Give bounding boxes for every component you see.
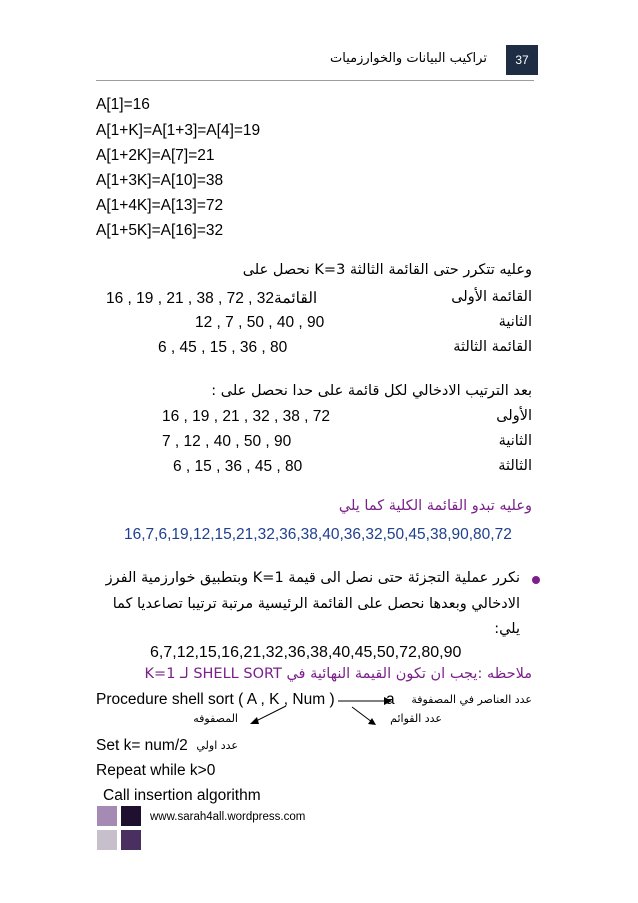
list-label-third: القائمة الثالثة (453, 339, 532, 355)
annotation-elements: عدد العناصر في المصفوفة (411, 693, 532, 706)
list-values-first: 16 , 19 , 21 , 38 , 72 , 32القائمة (106, 290, 318, 307)
footer-url[interactable]: www.sarah4all.wordpress.com (150, 811, 306, 823)
footer-square-1 (97, 806, 117, 826)
arrow-array-line (254, 706, 286, 722)
bullet-line-2: الادخالي وبعدها نحصل على القائمة الرئيسية مرتبة ترتيبا تصاعديا كما (112, 596, 520, 612)
code-line-3: A[1+2K]=A[7]=21 (96, 147, 215, 164)
code-line-6: A[1+5K]=A[16]=32 (96, 222, 224, 239)
shell-sort-note: ملاحظه :يجب ان تكون القيمة النهائية في SHELL SORT لـ K=1 (144, 666, 532, 682)
footer-square-2 (121, 806, 141, 826)
full-list-intro: وعليه تبدو القائمة الكلية كما يلي (338, 498, 532, 514)
annotation-lists: عدد القوائم (390, 712, 442, 725)
annotation-array: المصفوفه (193, 712, 238, 725)
running-title: تراكيب البيانات والخوارزميات (330, 51, 487, 66)
bullet-line-3: يلي: (494, 621, 520, 637)
page-number: 37 (515, 53, 529, 67)
list-label-second: الثانية (498, 314, 532, 330)
code-line-2: A[1+K]=A[1+3]=A[4]=19 (96, 122, 261, 139)
sorted-label-third: الثالثة (498, 458, 532, 474)
annotation-initial: عدد اولي (196, 739, 238, 752)
sorted-values-first: 16 , 19 , 21 , 32 , 38 , 72 (162, 408, 331, 425)
procedure-signature: Procedure shell sort ( A , K , Num ) (96, 691, 335, 708)
list-values-third: 6 , 45 , 15 , 36 , 80 (158, 339, 288, 356)
sorted-values-second: 7 , 12 , 40 , 50 , 90 (162, 433, 292, 450)
code-call: Call insertion algorithm (103, 787, 261, 804)
code-repeat: Repeat while k>0 (96, 762, 216, 779)
arrow-k-head (368, 718, 376, 725)
code-line-4: A[1+3K]=A[10]=38 (96, 172, 224, 189)
sorted-label-second: الثانية (498, 433, 532, 449)
arrow-array-head (250, 717, 259, 724)
arrow-array (240, 704, 290, 728)
bullet-line-1: نكرر عملية التجزئة حتى نصل الى قيمة K=1 وبتطبيق خوارزمية الفرز (105, 570, 520, 586)
a-label: a (386, 691, 395, 708)
code-line-5: A[1+4K]=A[13]=72 (96, 197, 224, 214)
bullet-dot (532, 576, 540, 584)
page-number-box (506, 45, 538, 75)
list-values-second: 12 , 7 , 50 , 40 , 90 (195, 314, 325, 331)
sorted-intro: بعد الترتيب الادخالي لكل قائمة على حدا نحصل على : (211, 383, 532, 399)
code-set-k: Set k= num/2 (96, 737, 188, 754)
arrow-k-line (352, 707, 372, 722)
sorted-result: 6,7,12,15,16,21,32,36,38,40,45,50,72,80,90 (150, 644, 462, 661)
list-label-first: القائمة الأولى (451, 289, 532, 305)
footer-square-3 (121, 830, 141, 850)
repeat-intro: وعليه تتكرر حتى القائمة الثالثة K=3 نحصل على (242, 262, 532, 278)
header-divider (96, 80, 534, 81)
full-list-values: 16,7,6,19,12,15,21,32,36,38,40,36,32,50,45,38,90,80,72 (124, 526, 512, 543)
code-line-1: A[1]=16 (96, 96, 150, 113)
sorted-label-first: الأولى (496, 408, 532, 424)
footer-square-4 (97, 830, 117, 850)
sorted-values-third: 6 , 15 , 36 , 45 , 80 (173, 458, 303, 475)
